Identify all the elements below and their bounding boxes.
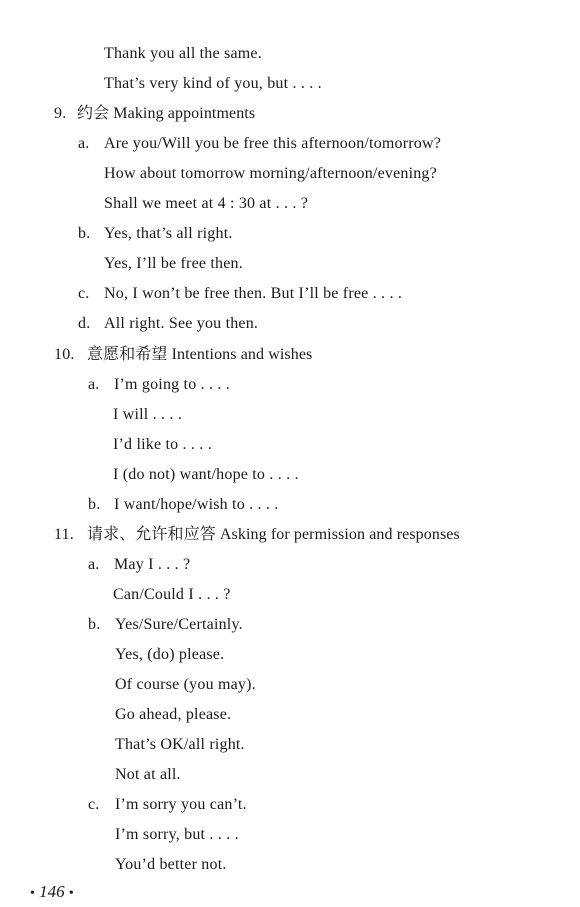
page-number-value: 146 (39, 882, 65, 901)
phrase-line (78, 134, 441, 154)
phrase-line (78, 314, 258, 334)
phrase-text: Yes/Sure/Certainly. (115, 615, 243, 633)
section-number: 11. (54, 525, 75, 543)
page-number (30, 882, 74, 904)
phrase-line (115, 765, 181, 785)
phrase-line (115, 705, 231, 725)
phrase-line (88, 495, 279, 515)
phrase-text: Go ahead, please. (115, 706, 232, 724)
section-title: 请求、允许和应答 Asking for permission and responses (87, 525, 460, 543)
section-heading (54, 104, 255, 124)
folio-dot-right: • (68, 886, 74, 901)
phrase-text: That’s OK/all right. (115, 736, 245, 754)
folio-dot-left: • (30, 886, 35, 901)
section-number: 10. (54, 345, 75, 363)
section-heading (54, 525, 460, 545)
phrase-text: Not at all. (115, 766, 181, 784)
phrase-text: Thank you all the same. (104, 45, 262, 62)
section-number: 9. (54, 105, 67, 123)
phrase-line (88, 375, 230, 395)
item-letter: b. (88, 495, 101, 513)
phrase-line (88, 795, 247, 815)
phrase-text: Shall we meet at 4 : 30 at . . . ? (104, 195, 309, 213)
phrase-text: No, I won’t be free then. But I’ll be free . . . . (104, 285, 403, 303)
phrase-line (113, 585, 231, 605)
phrase-text: Yes, that’s all right. (104, 225, 233, 243)
phrase-line (104, 74, 322, 94)
phrase-line (104, 194, 308, 214)
phrase-text: How about tomorrow morning/afternoon/evening? (104, 165, 437, 183)
phrase-line (104, 164, 437, 184)
item-letter: a. (88, 375, 100, 393)
phrase-line (115, 645, 224, 665)
phrase-text: That’s very kind of you, but . . . . (104, 75, 322, 93)
item-letter: d. (78, 315, 91, 333)
phrase-text: You’d better not. (115, 856, 227, 874)
phrase-text: I’d like to . . . . (113, 435, 212, 453)
phrase-line (113, 405, 182, 425)
phrase-line (115, 675, 256, 695)
phrase-text: May I . . . ? (114, 555, 191, 573)
section-title: 意愿和希望 Intentions and wishes (87, 345, 313, 363)
phrase-text: Are you/Will you be free this afternoon/tomorrow? (104, 135, 442, 153)
phrase-line (88, 555, 190, 575)
phrase-text: All right. See you then. (104, 315, 259, 333)
item-letter: a. (78, 135, 90, 153)
phrase-text: I (do not) want/hope to . . . . (113, 465, 299, 483)
phrase-line (104, 44, 262, 64)
item-letter: a. (88, 555, 100, 573)
phrase-text: I want/hope/wish to . . . . (114, 495, 279, 513)
phrase-line (115, 855, 227, 875)
item-letter: b. (88, 615, 101, 633)
item-letter: b. (78, 225, 91, 243)
phrase-text: Can/Could I . . . ? (113, 585, 231, 603)
phrase-text: Yes, I’ll be free then. (104, 255, 243, 273)
phrase-line (104, 254, 243, 274)
item-letter: c. (88, 796, 100, 814)
phrase-text: I’m sorry you can’t. (115, 796, 247, 814)
phrase-line (113, 435, 212, 455)
phrase-line (88, 615, 243, 635)
phrase-line (113, 465, 299, 485)
section-heading (54, 345, 312, 365)
phrase-line (78, 224, 233, 244)
phrase-text: I’m sorry, but . . . . (115, 826, 239, 844)
phrase-text: I will . . . . (113, 405, 183, 423)
item-letter: c. (78, 285, 90, 303)
phrase-text: Yes, (do) please. (115, 646, 225, 663)
phrase-line (115, 735, 245, 755)
section-title: 约会 Making appointments (77, 105, 256, 123)
phrase-text: I’m going to . . . . (114, 375, 230, 393)
phrase-line (115, 825, 239, 845)
phrase-line (78, 284, 402, 304)
phrase-text: Of course (you may). (115, 676, 256, 694)
